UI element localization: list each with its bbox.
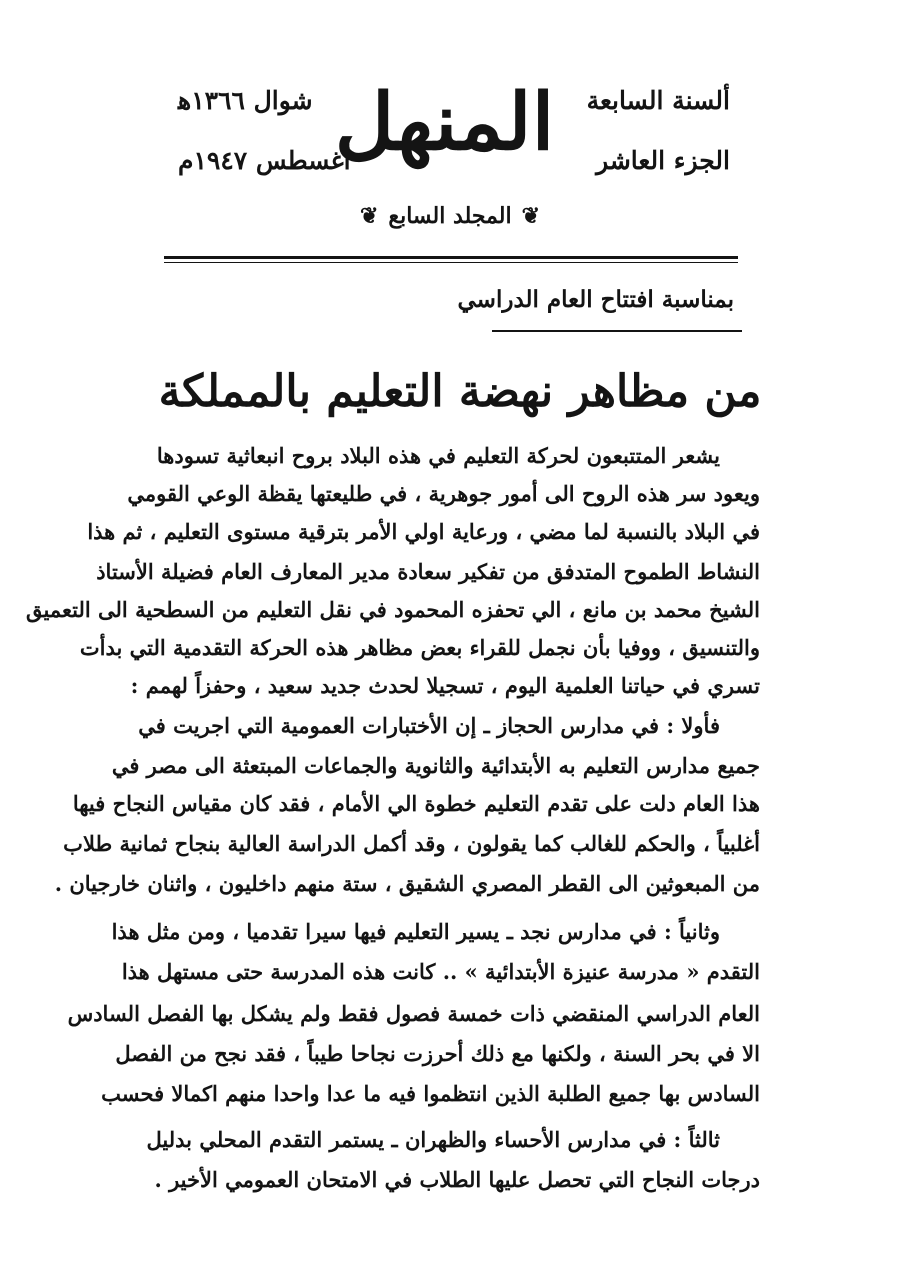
body-line: تسري في حياتنا العلمية اليوم ، تسجيلا لحدث جديد سعيد ، وحفزاً لهمم :: [130, 673, 760, 698]
body-line: الا في بحر السنة ، ولكنها مع ذلك أحرزت نجاحا طيباً ، فقد نجح من الفصل: [115, 1041, 760, 1066]
article-headline: من مظاهر نهضة التعليم بالمملكة: [158, 365, 762, 417]
body-line: العام الدراسي المنقضي ذات خمسة فصول فقط ولم يشكل بها الفصل السادس: [67, 1001, 760, 1026]
body-line: درجات النجاح التي تحصل عليها الطلاب في الامتحان العمومي الأخير .: [154, 1167, 760, 1192]
issue-part: الجزء العاشر: [596, 146, 730, 175]
body-line: والتنسيق ، ووفيا بأن نجمل للقراء بعض مظاهر هذه الحركة التقدمية التي بدأت: [79, 635, 760, 660]
body-line: هذا العام دلت على تقدم التعليم خطوة الي الأمام ، فقد كان مقياس النجاح فيها: [72, 791, 760, 816]
body-line: جميع مدارس التعليم به الأبتدائية والثانوية والجماعات المبتعثة الى مصر في: [111, 753, 760, 778]
body-line: في البلاد بالنسبة لما مضي ، ورعاية اولي الأمر بترقية مستوى التعليم ، ثم هذا: [87, 519, 760, 544]
body-line: أغلبياً ، والحكم للغالب كما يقولون ، وقد أكمل الدراسة العالية بنجاح ثمانية طلاب: [63, 831, 760, 856]
ornament-left-icon: ❦: [359, 203, 379, 229]
body-line: النشاط الطموح المتدفق من تفكير سعادة مدير المعارف العام فضيلة الأستاذ: [96, 559, 760, 584]
body-line: السادس بها جميع الطلبة الذين انتظموا فيه ما عدا واحدا منهم اكمالا فحسب: [101, 1081, 760, 1106]
body-line: فأولا : في مدارس الحجاز ـ إن الأختبارات العمومية التي اجريت في: [138, 713, 720, 738]
body-line: يشعر المتتبعون لحركة التعليم في هذه البلاد بروح انبعاثية تسودها: [156, 443, 720, 468]
magazine-title: المنهل: [335, 77, 555, 168]
article-kicker: بمناسبة افتتاح العام الدراسي: [457, 286, 734, 313]
body-line: من المبعوثين الى القطر المصري الشقيق ، ستة منهم داخليون ، واثنان خارجيان .: [54, 871, 760, 896]
body-line: الشيخ محمد بن مانع ، الي تحفزه المحمود في نقل التعليم من السطحية الى التعميق: [26, 597, 760, 622]
ornament-right-icon: ❦: [521, 203, 541, 229]
body-line: وثانياً : في مدارس نجد ـ يسير التعليم فيها سيرا تقدميا ، ومن مثل هذا: [111, 919, 720, 944]
issue-year: ألسنة السابعة: [586, 86, 730, 115]
body-line: التقدم « مدرسة عنيزة الأبتدائية » .. كانت هذه المدرسة حتى مستهل هذا: [121, 959, 760, 984]
gregorian-date: أغسطس ١٩٤٧م: [178, 146, 351, 175]
body-line: ثالثاً : في مدارس الأحساء والظهران ـ يستمر التقدم المحلي بدليل: [146, 1127, 720, 1152]
volume-label: المجلد السابع: [388, 203, 512, 229]
hijri-date: شوال ١٣٦٦ﻫ: [178, 86, 313, 115]
body-line: ويعود سر هذه الروح الى أمور جوهرية ، في طليعتها يقظة الوعي القومي: [127, 481, 760, 506]
